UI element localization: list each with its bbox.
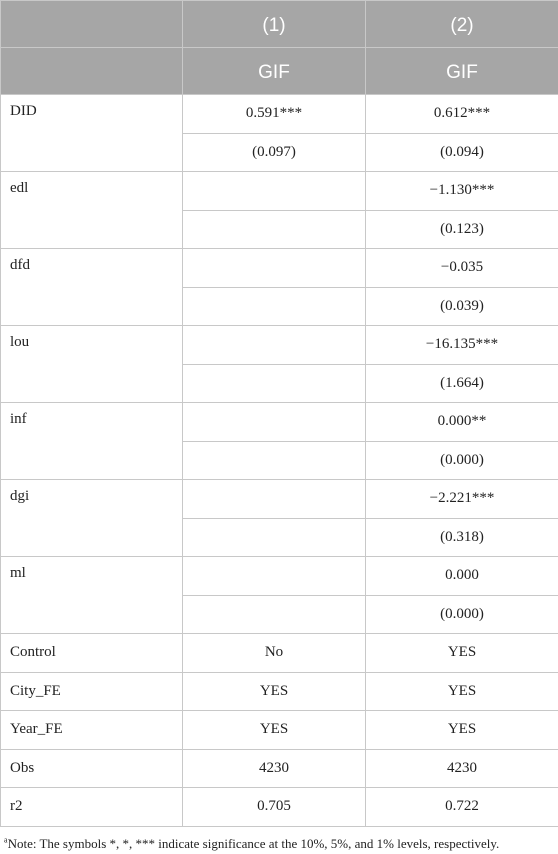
footnote-text: Note: The symbols *, *, *** indicate significance at the 10%, 5%, and 1% levels, respectively. <box>7 836 500 851</box>
row-label: inf <box>1 403 183 480</box>
table-row-statistic <box>1 634 558 673</box>
table-row-statistic <box>1 711 558 750</box>
standard-error-cell-model-2: (0.039) <box>366 287 558 326</box>
header-cell-model-2: (2) <box>366 1 558 48</box>
coefficient-cell-model-1 <box>183 326 366 365</box>
standard-error-cell-model-1 <box>183 518 366 557</box>
header-row-model-numbers <box>1 1 558 48</box>
row-label: edl <box>1 172 183 249</box>
statistic-cell-model-2: 0.722 <box>366 788 558 827</box>
table-row-coefficient <box>1 326 558 365</box>
row-label: lou <box>1 326 183 403</box>
header-cell-model-1: (1) <box>183 1 366 48</box>
table-body <box>1 95 558 827</box>
row-label: Obs <box>1 749 183 788</box>
header-cell-blank <box>1 1 183 48</box>
row-label: dfd <box>1 249 183 326</box>
header-cell-depvar-1: GIF <box>183 48 366 95</box>
standard-error-cell-model-2: (1.664) <box>366 364 558 403</box>
statistic-cell-model-1: YES <box>183 672 366 711</box>
row-label: Control <box>1 634 183 673</box>
header-row-dependent-variable <box>1 48 558 95</box>
statistic-cell-model-2: YES <box>366 634 558 673</box>
table-row-coefficient <box>1 249 558 288</box>
statistic-cell-model-1: 0.705 <box>183 788 366 827</box>
standard-error-cell-model-2: (0.000) <box>366 441 558 480</box>
standard-error-cell-model-2: (0.123) <box>366 210 558 249</box>
coefficient-cell-model-1 <box>183 249 366 288</box>
standard-error-cell-model-1: (0.097) <box>183 133 366 172</box>
coefficient-cell-model-1 <box>183 557 366 596</box>
coefficient-cell-model-2: 0.612*** <box>366 95 558 134</box>
coefficient-cell-model-1 <box>183 403 366 442</box>
coefficient-cell-model-1 <box>183 172 366 211</box>
footnote-marker: a <box>4 835 8 845</box>
table-row-statistic <box>1 672 558 711</box>
standard-error-cell-model-1 <box>183 441 366 480</box>
standard-error-cell-model-1 <box>183 210 366 249</box>
header-cell-depvar-2: GIF <box>366 48 558 95</box>
coefficient-cell-model-2: −16.135*** <box>366 326 558 365</box>
standard-error-cell-model-1 <box>183 287 366 326</box>
standard-error-cell-model-2: (0.000) <box>366 595 558 634</box>
coefficient-cell-model-2: −2.221*** <box>366 480 558 519</box>
table-header <box>1 1 558 95</box>
coefficient-cell-model-1: 0.591*** <box>183 95 366 134</box>
statistic-cell-model-2: YES <box>366 711 558 750</box>
coefficient-cell-model-2: 0.000 <box>366 557 558 596</box>
table-row-coefficient <box>1 480 558 519</box>
statistic-cell-model-1: 4230 <box>183 749 366 788</box>
table-row-statistic <box>1 749 558 788</box>
standard-error-cell-model-1 <box>183 364 366 403</box>
statistic-cell-model-1: YES <box>183 711 366 750</box>
table-row-coefficient <box>1 172 558 211</box>
statistic-cell-model-2: YES <box>366 672 558 711</box>
table-row-statistic <box>1 788 558 827</box>
standard-error-cell-model-1 <box>183 595 366 634</box>
row-label: Year_FE <box>1 711 183 750</box>
coefficient-cell-model-2: 0.000** <box>366 403 558 442</box>
coefficient-cell-model-2: −0.035 <box>366 249 558 288</box>
standard-error-cell-model-2: (0.094) <box>366 133 558 172</box>
table-row-coefficient <box>1 557 558 596</box>
row-label: ml <box>1 557 183 634</box>
statistic-cell-model-1: No <box>183 634 366 673</box>
row-label: dgi <box>1 480 183 557</box>
standard-error-cell-model-2: (0.318) <box>366 518 558 557</box>
row-label: DID <box>1 95 183 172</box>
table-row-coefficient <box>1 95 558 134</box>
table-row-coefficient <box>1 403 558 442</box>
row-label: City_FE <box>1 672 183 711</box>
statistic-cell-model-2: 4230 <box>366 749 558 788</box>
coefficient-cell-model-1 <box>183 480 366 519</box>
table-footnote <box>4 836 499 852</box>
row-label: r2 <box>1 788 183 827</box>
coefficient-cell-model-2: −1.130*** <box>366 172 558 211</box>
header-cell-blank <box>1 48 183 95</box>
